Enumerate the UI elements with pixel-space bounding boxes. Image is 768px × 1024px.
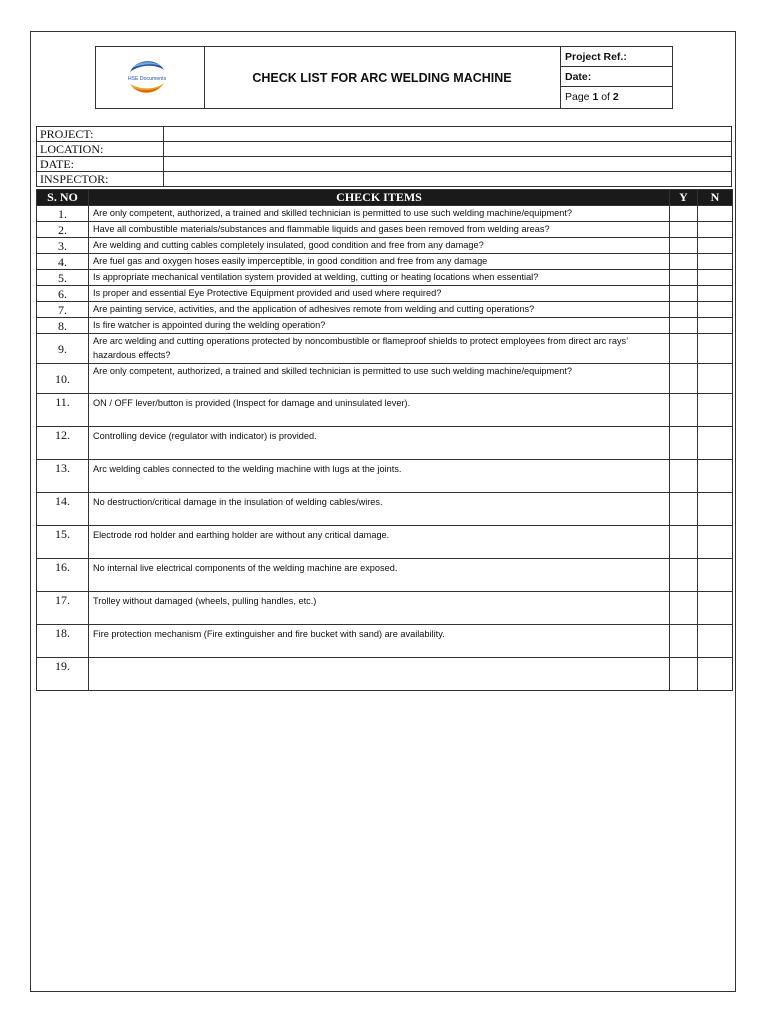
- row-no-checkbox[interactable]: [698, 206, 733, 222]
- row-number: 10.: [37, 364, 89, 394]
- check-row: [37, 238, 733, 254]
- row-check-item: Trolley without damaged (wheels, pulling handles, etc.): [89, 592, 670, 625]
- check-row: [37, 658, 733, 691]
- row-check-item: ON / OFF lever/button is provided (Inspect for damage and uninsulated lever).: [89, 394, 670, 427]
- row-check-item: Is appropriate mechanical ventilation system provided at welding, cutting or heating locations when essential?: [89, 270, 670, 286]
- project-field[interactable]: [164, 127, 732, 142]
- check-row: [37, 493, 733, 526]
- row-no-checkbox[interactable]: [698, 559, 733, 592]
- col-n-header: N: [698, 190, 733, 206]
- page-indicator: [561, 87, 672, 107]
- check-row: [37, 206, 733, 222]
- row-yes-checkbox[interactable]: [670, 460, 698, 493]
- check-row: [37, 625, 733, 658]
- check-row: [37, 302, 733, 318]
- info-row-date: [37, 157, 732, 172]
- info-table: [36, 126, 732, 187]
- row-yes-checkbox[interactable]: [670, 394, 698, 427]
- row-number: 2.: [37, 222, 89, 238]
- row-number: 17.: [37, 592, 89, 625]
- page-prefix: Page: [565, 91, 593, 103]
- info-row-project: [37, 127, 732, 142]
- row-yes-checkbox[interactable]: [670, 334, 698, 364]
- inspector-label: INSPECTOR:: [37, 172, 164, 187]
- row-no-checkbox[interactable]: [698, 222, 733, 238]
- page-of: of: [598, 91, 613, 103]
- row-no-checkbox[interactable]: [698, 334, 733, 364]
- check-row: [37, 460, 733, 493]
- row-check-item: Have all combustible materials/substances and flammable liquids and gases been removed from welding areas?: [89, 222, 670, 238]
- row-yes-checkbox[interactable]: [670, 222, 698, 238]
- row-no-checkbox[interactable]: [698, 270, 733, 286]
- row-yes-checkbox[interactable]: [670, 286, 698, 302]
- row-yes-checkbox[interactable]: [670, 625, 698, 658]
- row-number: 4.: [37, 254, 89, 270]
- check-row: [37, 334, 733, 364]
- row-check-item: No internal live electrical components of the welding machine are exposed.: [89, 559, 670, 592]
- document-header: [95, 46, 673, 109]
- check-row: [37, 318, 733, 334]
- row-number: 12.: [37, 427, 89, 460]
- date-field[interactable]: [164, 157, 732, 172]
- date-info-label: DATE:: [37, 157, 164, 172]
- row-check-item: Is fire watcher is appointed during the welding operation?: [89, 318, 670, 334]
- row-no-checkbox[interactable]: [698, 318, 733, 334]
- check-row: [37, 286, 733, 302]
- check-row: [37, 592, 733, 625]
- date-label: Date:: [561, 67, 672, 87]
- row-no-checkbox[interactable]: [698, 394, 733, 427]
- row-no-checkbox[interactable]: [698, 658, 733, 691]
- row-number: 14.: [37, 493, 89, 526]
- row-number: 15.: [37, 526, 89, 559]
- row-number: 13.: [37, 460, 89, 493]
- row-yes-checkbox[interactable]: [670, 526, 698, 559]
- row-yes-checkbox[interactable]: [670, 559, 698, 592]
- row-no-checkbox[interactable]: [698, 460, 733, 493]
- row-check-item: Controlling device (regulator with indicator) is provided.: [89, 427, 670, 460]
- row-no-checkbox[interactable]: [698, 254, 733, 270]
- row-check-item: Are only competent, authorized, a trained and skilled technician is permitted to use such welding machine/equipment?: [89, 206, 670, 222]
- row-no-checkbox[interactable]: [698, 592, 733, 625]
- row-check-item: Are only competent, authorized, a trained and skilled technician is permitted to use such welding machine/equipment?: [89, 364, 670, 394]
- row-no-checkbox[interactable]: [698, 364, 733, 394]
- row-no-checkbox[interactable]: [698, 427, 733, 460]
- row-check-item: Are painting service, activities, and the application of adhesives remote from welding and cutting operations?: [89, 302, 670, 318]
- row-number: 9.: [37, 334, 89, 364]
- location-label: LOCATION:: [37, 142, 164, 157]
- row-check-item: No destruction/critical damage in the insulation of welding cables/wires.: [89, 493, 670, 526]
- svg-text:HSE Documents: HSE Documents: [127, 76, 167, 82]
- row-no-checkbox[interactable]: [698, 302, 733, 318]
- project-label: PROJECT:: [37, 127, 164, 142]
- row-yes-checkbox[interactable]: [670, 270, 698, 286]
- row-number: 3.: [37, 238, 89, 254]
- check-row: [37, 270, 733, 286]
- row-no-checkbox[interactable]: [698, 286, 733, 302]
- logo-cell: [96, 47, 205, 108]
- row-number: 5.: [37, 270, 89, 286]
- row-check-item: Electrode rod holder and earthing holder are without any critical damage.: [89, 526, 670, 559]
- row-no-checkbox[interactable]: [698, 238, 733, 254]
- row-yes-checkbox[interactable]: [670, 592, 698, 625]
- row-check-item: Are arc welding and cutting operations protected by noncombustible or flameproof shields to protect employees from direct arc rays’ hazardous effects?: [89, 334, 670, 364]
- check-row: [37, 394, 733, 427]
- row-number: 19.: [37, 658, 89, 691]
- info-row-location: [37, 142, 732, 157]
- row-number: 1.: [37, 206, 89, 222]
- row-yes-checkbox[interactable]: [670, 364, 698, 394]
- row-check-item: Are welding and cutting cables completely insulated, good condition and free from any damage?: [89, 238, 670, 254]
- check-row: [37, 364, 733, 394]
- row-number: 6.: [37, 286, 89, 302]
- project-ref-label: Project Ref.:: [561, 47, 672, 67]
- row-number: 16.: [37, 559, 89, 592]
- page-current: 1: [592, 91, 599, 103]
- row-check-item: Are fuel gas and oxygen hoses easily imperceptible, in good condition and free from any damage: [89, 254, 670, 270]
- col-y-header: Y: [670, 190, 698, 206]
- row-yes-checkbox[interactable]: [670, 427, 698, 460]
- row-yes-checkbox[interactable]: [670, 302, 698, 318]
- check-row: [37, 427, 733, 460]
- check-items-table: [36, 189, 733, 691]
- row-check-item: Fire protection mechanism (Fire extinguisher and fire bucket with sand) are availability.: [89, 625, 670, 658]
- row-yes-checkbox[interactable]: [670, 493, 698, 526]
- row-number: 18.: [37, 625, 89, 658]
- row-number: 11.: [37, 394, 89, 427]
- row-yes-checkbox[interactable]: [670, 238, 698, 254]
- location-field[interactable]: [164, 142, 732, 157]
- document-title: CHECK LIST FOR ARC WELDING MACHINE: [204, 47, 561, 108]
- row-number: 8.: [37, 318, 89, 334]
- row-yes-checkbox[interactable]: [670, 318, 698, 334]
- row-no-checkbox[interactable]: [698, 493, 733, 526]
- row-check-item: [89, 658, 670, 691]
- check-row: [37, 222, 733, 238]
- row-check-item: Arc welding cables connected to the welding machine with lugs at the joints.: [89, 460, 670, 493]
- row-yes-checkbox[interactable]: [670, 206, 698, 222]
- check-row: [37, 559, 733, 592]
- row-no-checkbox[interactable]: [698, 625, 733, 658]
- row-yes-checkbox[interactable]: [670, 658, 698, 691]
- row-no-checkbox[interactable]: [698, 526, 733, 559]
- col-items-header: CHECK ITEMS: [89, 190, 670, 206]
- row-check-item: Is proper and essential Eye Protective Equipment provided and used where required?: [89, 286, 670, 302]
- check-table-header: [37, 190, 733, 206]
- inspector-field[interactable]: [164, 172, 732, 187]
- row-yes-checkbox[interactable]: [670, 254, 698, 270]
- check-row: [37, 254, 733, 270]
- check-row: [37, 526, 733, 559]
- info-row-inspector: [37, 172, 732, 187]
- col-sno-header: S. NO: [37, 190, 89, 206]
- hse-documents-logo: [126, 56, 168, 98]
- page-total: 2: [612, 91, 619, 103]
- row-number: 7.: [37, 302, 89, 318]
